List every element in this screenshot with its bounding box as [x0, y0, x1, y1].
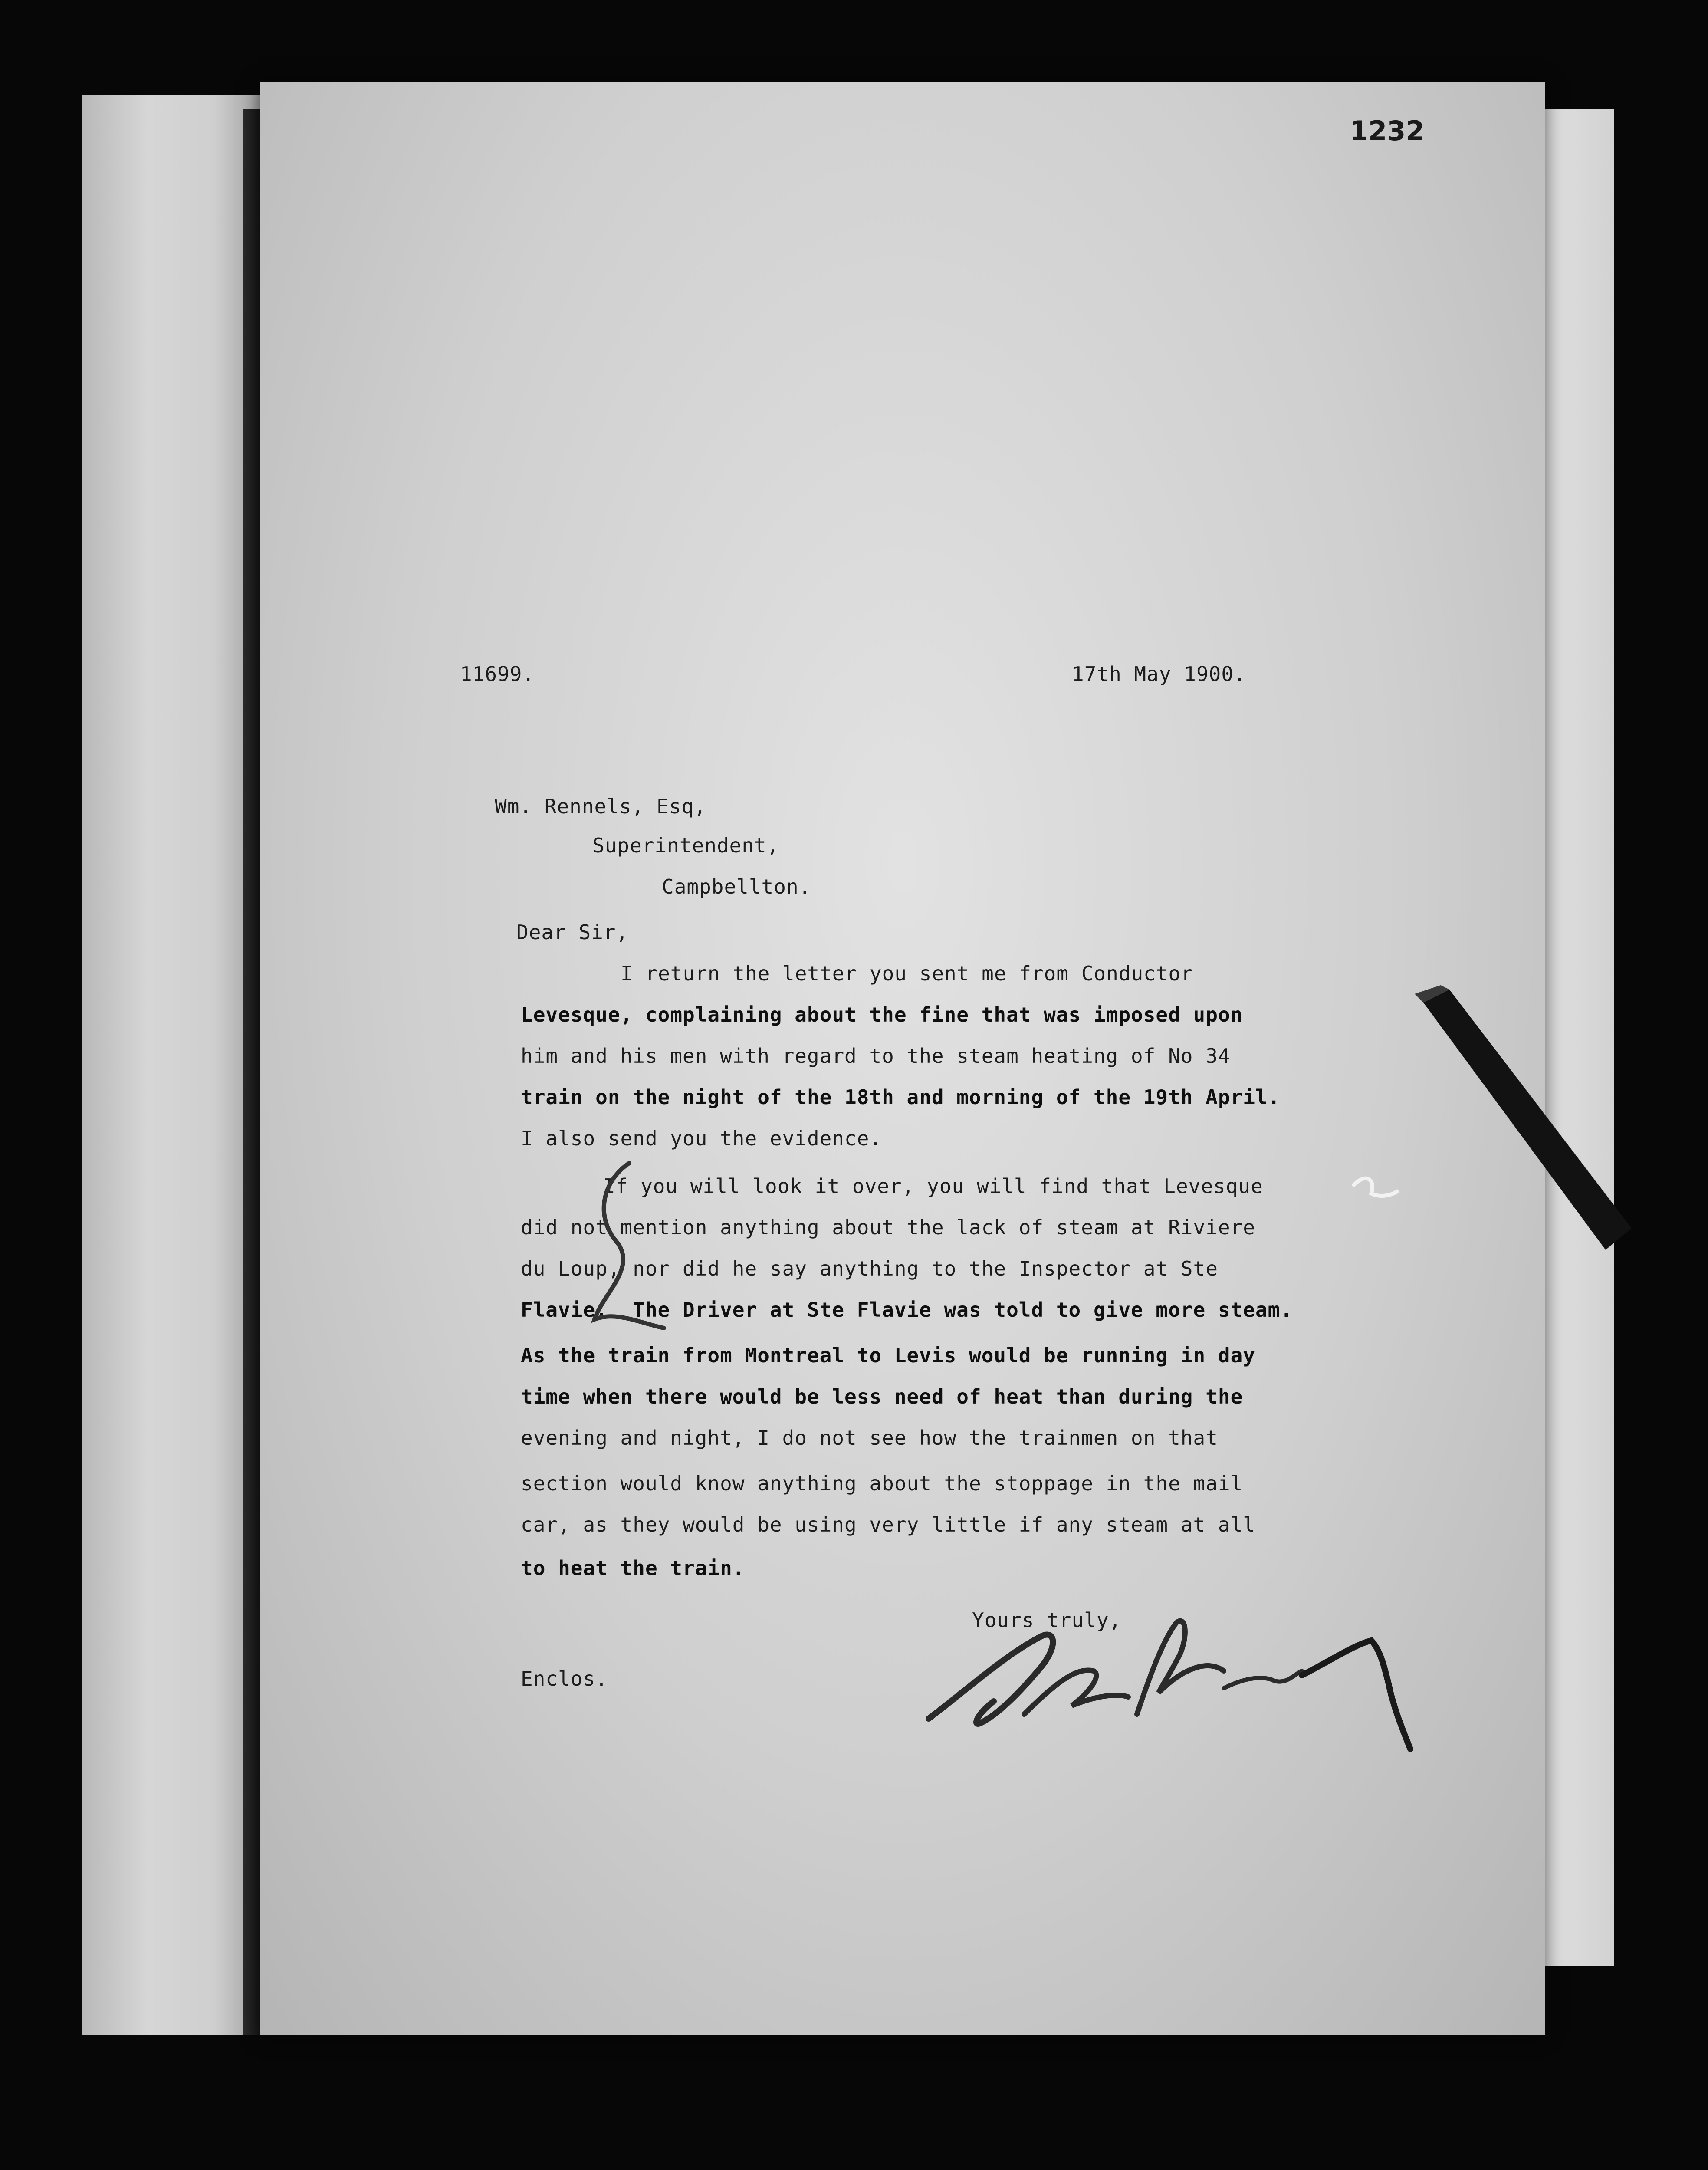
body-line: car, as they would be using very little if any steam at all — [521, 1513, 1255, 1536]
handwritten-signature — [911, 1606, 1458, 1771]
page-number: 1232 — [1350, 115, 1425, 147]
body-line: evening and night, I do not see how the trainmen on that — [521, 1426, 1218, 1450]
pen-mark-annotation — [577, 1154, 690, 1341]
body-line: As the train from Montreal to Levis would be running in day — [521, 1344, 1255, 1367]
body-line: I also send you the evidence. — [521, 1127, 882, 1150]
body-line: him and his men with regard to the steam heating of No 34 — [521, 1044, 1231, 1068]
letterbook-back-page — [82, 95, 269, 2035]
body-line: train on the night of the 18th and morning of the 19th April. — [521, 1085, 1281, 1109]
pen-tick-mark — [1350, 1167, 1402, 1207]
addressee-title: Superintendent, — [592, 834, 779, 857]
closing: Yours truly, — [972, 1608, 1122, 1632]
body-line: time when there would be less need of heat than during the — [521, 1385, 1243, 1408]
addressee-place: Campbellton. — [662, 875, 811, 898]
body-line: du Loup, nor did he say anything to the Inspector at Ste — [521, 1257, 1218, 1280]
body-line: If you will look it over, you will find that Levesque — [603, 1174, 1263, 1198]
body-line: Levesque, complaining about the fine that was imposed upon — [521, 1003, 1243, 1026]
salutation: Dear Sir, — [516, 921, 629, 944]
body-line: did not mention anything about the lack of steam at Riviere — [521, 1216, 1255, 1239]
body-line: Flavie. The Driver at Ste Flavie was told to give more steam. — [521, 1298, 1293, 1322]
body-line: to heat the train. — [521, 1556, 745, 1580]
body-line: I return the letter you sent me from Conductor — [621, 962, 1193, 985]
body-line: section would know anything about the stoppage in the mail — [521, 1472, 1243, 1495]
addressee-name: Wm. Rennels, Esq, — [495, 795, 706, 818]
pointer-pen — [1415, 985, 1640, 1254]
file-number: 11699. — [460, 662, 535, 686]
letter-date: 17th May 1900. — [1072, 662, 1246, 686]
enclosure-note: Enclos. — [521, 1667, 608, 1690]
